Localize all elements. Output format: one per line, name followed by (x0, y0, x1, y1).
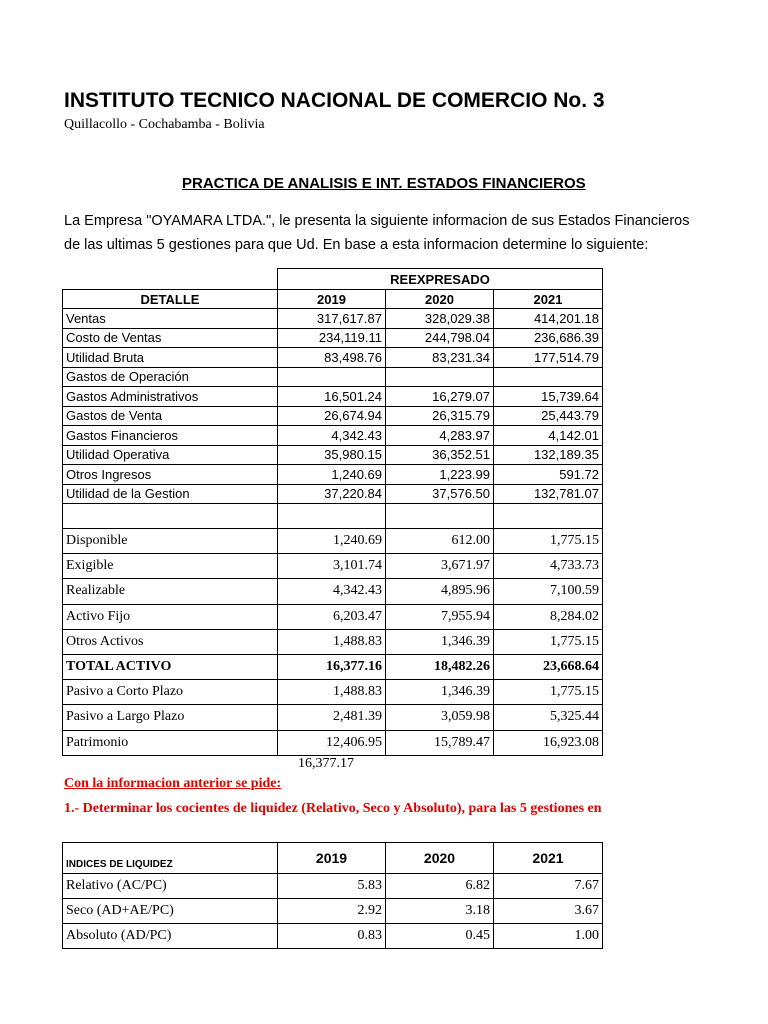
row-label: Utilidad Bruta (63, 348, 278, 368)
income-row (63, 445, 603, 465)
row-value: 7,955.94 (386, 604, 494, 629)
row-value: 5.83 (278, 874, 386, 899)
row-value: 0.83 (278, 924, 386, 949)
row-value: 328,029.38 (386, 309, 494, 329)
row-value: 4,733.73 (494, 554, 603, 579)
row-value: 35,980.15 (278, 445, 386, 465)
balance-row (63, 705, 603, 730)
row-value: 1,488.83 (278, 680, 386, 705)
row-value: 234,119.11 (278, 328, 386, 348)
income-row (63, 426, 603, 446)
row-value: 1,775.15 (494, 629, 603, 654)
row-value: 6.82 (386, 874, 494, 899)
row-value: 132,189.35 (494, 445, 603, 465)
row-value: 8,284.02 (494, 604, 603, 629)
row-label: Pasivo a Corto Plazo (63, 680, 278, 705)
row-label: Gastos Financieros (63, 426, 278, 446)
income-row (63, 406, 603, 426)
income-row (63, 484, 603, 504)
income-row (63, 309, 603, 329)
income-row (63, 367, 603, 387)
row-value: 23,668.64 (494, 654, 603, 679)
row-value: 612.00 (386, 529, 494, 554)
row-label: Patrimonio (63, 730, 278, 755)
financial-statement-table (62, 268, 603, 756)
row-value: 37,576.50 (386, 484, 494, 504)
row-value: 4,342.43 (278, 426, 386, 446)
row-value (278, 367, 386, 387)
liq-year-2019: 2019 (278, 843, 386, 874)
income-row (63, 348, 603, 368)
row-value: 1,775.15 (494, 529, 603, 554)
row-value: 26,315.79 (386, 406, 494, 426)
row-label: Activo Fijo (63, 604, 278, 629)
balance-row (63, 554, 603, 579)
year-header-2020: 2020 (386, 290, 494, 309)
liq-year-2021: 2021 (494, 843, 603, 874)
row-value: 317,617.87 (278, 309, 386, 329)
row-value: 1,775.15 (494, 680, 603, 705)
row-value: 1,240.69 (278, 465, 386, 485)
row-label: Absoluto (AD/PC) (63, 924, 278, 949)
row-value: 4,142.01 (494, 426, 603, 446)
balance-row (63, 604, 603, 629)
row-value: 3,101.74 (278, 554, 386, 579)
row-value: 7,100.59 (494, 579, 603, 604)
row-value: 26,674.94 (278, 406, 386, 426)
row-value: 15,739.64 (494, 387, 603, 407)
row-value: 4,895.96 (386, 579, 494, 604)
instruction-item-1: 1.- Determinar los cocientes de liquidez (Relativo, Seco y Absoluto), para las 5 gestiones en (64, 801, 602, 816)
row-value (386, 367, 494, 387)
blank-cell (278, 504, 386, 529)
row-value: 16,279.07 (386, 387, 494, 407)
income-row (63, 328, 603, 348)
row-value: 591.72 (494, 465, 603, 485)
liquidity-row (63, 924, 603, 949)
row-label: Pasivo a Largo Plazo (63, 705, 278, 730)
row-value: 83,231.34 (386, 348, 494, 368)
row-value: 414,201.18 (494, 309, 603, 329)
row-value: 1,223.99 (386, 465, 494, 485)
liquidity-header-row (63, 843, 603, 874)
liquidity-header: INDICES DE LIQUIDEZ (63, 843, 278, 874)
row-value: 0.45 (386, 924, 494, 949)
row-value: 18,482.26 (386, 654, 494, 679)
row-value: 25,443.79 (494, 406, 603, 426)
intro-line-1: La Empresa "OYAMARA LTDA.", le presenta la siguiente informacion de sus Estados Financieros (64, 213, 690, 229)
row-value: 7.67 (494, 874, 603, 899)
row-value: 16,923.08 (494, 730, 603, 755)
balance-row (63, 654, 603, 679)
row-value: 236,686.39 (494, 328, 603, 348)
row-label: Gastos de Operación (63, 367, 278, 387)
intro-line-2: de las ultimas 5 gestiones para que Ud. En base a esta informacion determine lo siguiente: (64, 237, 649, 253)
blank-cell (386, 504, 494, 529)
liquidity-row (63, 899, 603, 924)
row-value: 36,352.51 (386, 445, 494, 465)
liabilities-equity-total: 16,377.17 (298, 756, 354, 771)
row-value: 1,346.39 (386, 680, 494, 705)
spacer-row (63, 504, 603, 529)
row-value: 4,342.43 (278, 579, 386, 604)
row-label: Disponible (63, 529, 278, 554)
row-label: Exigible (63, 554, 278, 579)
row-value (494, 367, 603, 387)
row-value: 177,514.79 (494, 348, 603, 368)
liquidity-table (62, 842, 603, 949)
row-label: Relativo (AC/PC) (63, 874, 278, 899)
row-value: 2.92 (278, 899, 386, 924)
row-value: 1,240.69 (278, 529, 386, 554)
income-row (63, 465, 603, 485)
row-value: 6,203.47 (278, 604, 386, 629)
row-value: 16,501.24 (278, 387, 386, 407)
balance-row (63, 680, 603, 705)
row-value: 16,377.16 (278, 654, 386, 679)
row-value: 132,781.07 (494, 484, 603, 504)
liq-year-2020: 2020 (386, 843, 494, 874)
row-value: 15,789.47 (386, 730, 494, 755)
row-label: Costo de Ventas (63, 328, 278, 348)
row-label: Utilidad de la Gestion (63, 484, 278, 504)
row-label: Otros Ingresos (63, 465, 278, 485)
liquidity-row (63, 874, 603, 899)
row-label: Realizable (63, 579, 278, 604)
row-value: 83,498.76 (278, 348, 386, 368)
row-value: 1,346.39 (386, 629, 494, 654)
column-header-row (63, 290, 603, 309)
reexpresado-header: REEXPRESADO (278, 269, 603, 290)
row-label: Utilidad Operativa (63, 445, 278, 465)
blank-cell (63, 269, 278, 290)
row-value: 3.18 (386, 899, 494, 924)
detail-header: DETALLE (63, 290, 278, 309)
blank-cell (494, 504, 603, 529)
group-header-row (63, 269, 603, 290)
year-header-2021: 2021 (494, 290, 603, 309)
row-label: TOTAL ACTIVO (63, 654, 278, 679)
row-label: Seco (AD+AE/PC) (63, 899, 278, 924)
balance-row (63, 529, 603, 554)
row-value: 12,406.95 (278, 730, 386, 755)
row-value: 1.00 (494, 924, 603, 949)
institution-location: Quillacollo - Cochabamba - Bolivia (64, 117, 265, 132)
balance-row (63, 579, 603, 604)
year-header-2019: 2019 (278, 290, 386, 309)
balance-row (63, 730, 603, 755)
row-label: Otros Activos (63, 629, 278, 654)
row-value: 3,671.97 (386, 554, 494, 579)
row-value: 3.67 (494, 899, 603, 924)
balance-row (63, 629, 603, 654)
row-label: Gastos de Venta (63, 406, 278, 426)
row-value: 1,488.83 (278, 629, 386, 654)
row-value: 37,220.84 (278, 484, 386, 504)
row-value: 2,481.39 (278, 705, 386, 730)
row-value: 3,059.98 (386, 705, 494, 730)
row-label: Gastos Administrativos (63, 387, 278, 407)
income-row (63, 387, 603, 407)
row-value: 244,798.04 (386, 328, 494, 348)
instructions-lead: Con la informacion anterior se pide: (64, 776, 282, 791)
blank-cell (63, 504, 278, 529)
practice-title: PRACTICA DE ANALISIS E INT. ESTADOS FINANCIEROS (182, 175, 586, 192)
institution-title: INSTITUTO TECNICO NACIONAL DE COMERCIO No. 3 (64, 89, 605, 112)
row-label: Ventas (63, 309, 278, 329)
row-value: 4,283.97 (386, 426, 494, 446)
row-value: 5,325.44 (494, 705, 603, 730)
